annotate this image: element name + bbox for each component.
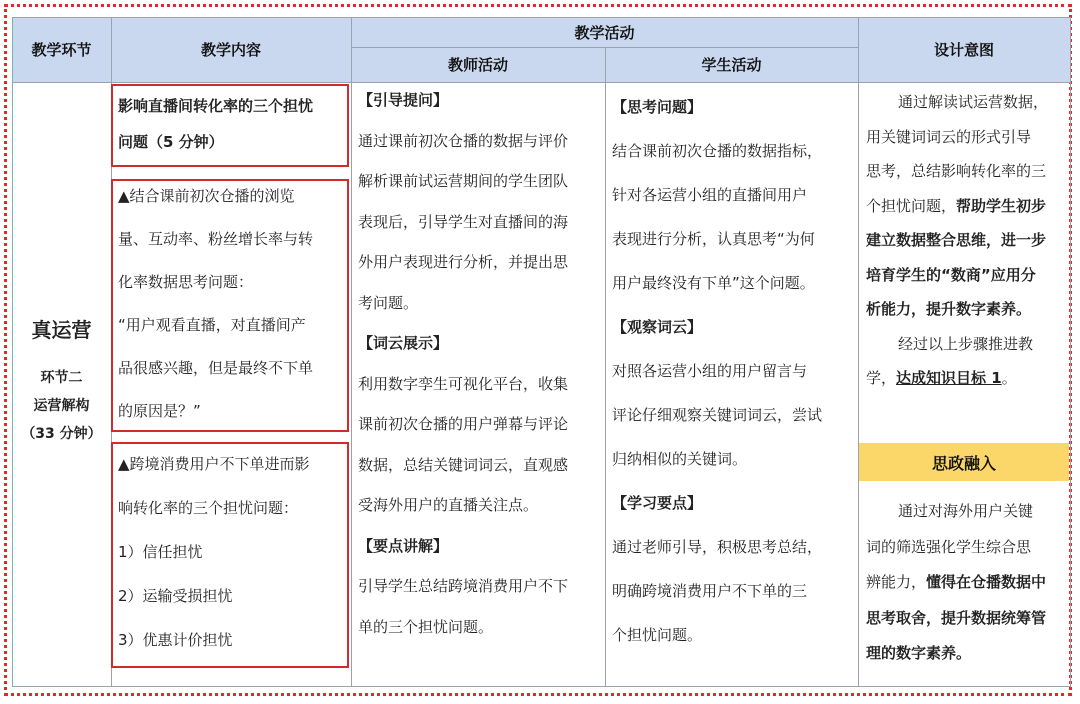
teacher-line: 考问题。 bbox=[358, 293, 419, 312]
student-line: 通过老师引导，积极思考总结， bbox=[612, 538, 823, 556]
intent-line bbox=[866, 361, 1068, 396]
content-line: 2）运输受损担忧 bbox=[118, 587, 233, 605]
stage-time: （33 分钟） bbox=[21, 426, 102, 442]
grid-line bbox=[605, 47, 606, 687]
content-line: 响转化率的三个担忧问题： bbox=[118, 499, 299, 517]
student-line: 归纳相似的关键词。 bbox=[612, 450, 748, 468]
intent-line: 用关键词词云的形式引导 bbox=[866, 127, 1032, 146]
student-line: 对照各运营小组的用户留言与 bbox=[612, 362, 808, 380]
stage-title: 真运营 bbox=[31, 318, 92, 342]
stage-cell bbox=[12, 310, 111, 448]
student-line: 评论仔细观察关键词词云，尝试 bbox=[612, 406, 823, 424]
teacher-line: 引导学生总结跨境消费用户不下 bbox=[358, 577, 569, 595]
teacher-line: 通过课前初次仓播的数据与评价 bbox=[358, 131, 569, 150]
teacher-line: 单的三个担忧问题。 bbox=[358, 617, 494, 636]
intent-line: 通过对海外用户关键 bbox=[898, 502, 1034, 520]
header-stage: 教学环节 bbox=[12, 17, 111, 82]
header-student: 学生活动 bbox=[605, 47, 858, 82]
content-line: 的原因是？” bbox=[118, 402, 201, 420]
content-line: 品很感兴趣，但是最终不下单 bbox=[118, 359, 314, 377]
stage-sub1: 环节二 bbox=[40, 370, 83, 386]
content-line: ▲跨境消费用户不下单进而影 bbox=[118, 455, 310, 473]
intent-span: 。 bbox=[1001, 369, 1017, 387]
intent-line bbox=[866, 189, 1068, 224]
student-line: 明确跨境消费用户不下单的三 bbox=[612, 582, 808, 600]
teacher-heading-wordcloud: 【词云展示】 bbox=[358, 334, 449, 352]
student-line: 表现进行分析，认真思考“为何 bbox=[612, 230, 815, 248]
content-line: 化率数据思考问题： bbox=[118, 273, 254, 291]
content-line: 1）信任担忧 bbox=[118, 543, 203, 561]
intent-span-bold: 懂得在仓播数据中 bbox=[926, 573, 1047, 591]
grid-line bbox=[12, 17, 1070, 18]
content-line: 影响直播间转化率的三个担忧 bbox=[118, 97, 314, 115]
intent-ideology-text bbox=[866, 494, 1068, 672]
intent-line: 建立数据整合思维，进一步 bbox=[866, 231, 1047, 249]
teacher-line: 解析课前试运营期间的学生团队 bbox=[358, 172, 569, 190]
student-line: 针对各运营小组的直播间用户 bbox=[612, 186, 808, 204]
intent-span: 个担忧问题， bbox=[866, 196, 957, 215]
intent-line: 思考取舍，提升数据统筹管 bbox=[866, 608, 1047, 627]
content-worries bbox=[118, 442, 350, 662]
stage-sub2: 运营解构 bbox=[33, 398, 90, 414]
teacher-line: 受海外用户的直播关注点。 bbox=[358, 496, 539, 514]
header-activity: 教学活动 bbox=[351, 17, 858, 47]
teacher-line: 数据，总结关键词词云，直观感 bbox=[358, 455, 569, 474]
intent-span-bold: 达成知识目标 1 bbox=[896, 369, 1002, 387]
content-line: 量、互动率、粉丝增长率与转 bbox=[118, 230, 314, 248]
intent-line: 通过解读试运营数据， bbox=[898, 93, 1049, 111]
content-line: ▲结合课前初次仓播的浏览 bbox=[118, 187, 295, 205]
teacher-activity bbox=[358, 80, 604, 647]
content-line: 问题（5 分钟） bbox=[118, 133, 224, 151]
intent-text bbox=[866, 85, 1068, 396]
content-line: 3）优惠计价担忧 bbox=[118, 631, 233, 649]
student-line: 用户最终没有下单”这个问题。 bbox=[612, 274, 815, 292]
intent-span: 学， bbox=[866, 369, 897, 387]
content-topic bbox=[118, 88, 348, 160]
content-question bbox=[118, 175, 350, 433]
ideology-badge: 思政融入 bbox=[859, 443, 1069, 481]
intent-line: 培育学生的“数商”应用分 bbox=[866, 265, 1036, 284]
student-heading-observe: 【观察词云】 bbox=[612, 318, 703, 336]
teacher-line: 利用数字孪生可视化平台，收集 bbox=[358, 374, 569, 393]
teacher-heading-question: 【引导提问】 bbox=[358, 91, 449, 109]
intent-line: 经过以上步骤推进教 bbox=[898, 334, 1034, 353]
intent-line bbox=[866, 565, 1068, 601]
header-teacher: 教师活动 bbox=[351, 47, 605, 82]
intent-line: 析能力，提升数字素养。 bbox=[866, 300, 1032, 318]
intent-span-bold: 帮助学生初步 bbox=[956, 196, 1047, 215]
teacher-line: 外用户表现进行分析，并提出思 bbox=[358, 253, 569, 271]
grid-line bbox=[1070, 17, 1071, 687]
content-line: “用户观看直播，对直播间产 bbox=[118, 316, 306, 334]
grid-line bbox=[351, 17, 352, 687]
header-intent: 设计意图 bbox=[858, 17, 1070, 82]
teacher-line: 表现后，引导学生对直播间的海 bbox=[358, 212, 569, 231]
student-heading-learn: 【学习要点】 bbox=[612, 494, 703, 512]
grid-line bbox=[858, 17, 859, 687]
intent-line: 理的数字素养。 bbox=[866, 644, 972, 662]
intent-line: 词的筛选强化学生综合思 bbox=[866, 537, 1032, 556]
header-content: 教学内容 bbox=[111, 17, 351, 82]
student-activity bbox=[612, 85, 858, 657]
teacher-heading-keypoints: 【要点讲解】 bbox=[358, 536, 449, 555]
intent-line: 思考，总结影响转化率的三 bbox=[866, 162, 1047, 180]
teacher-line: 课前初次仓播的用户弹幕与评论 bbox=[358, 415, 569, 433]
student-heading-think: 【思考问题】 bbox=[612, 98, 703, 116]
student-line: 结合课前初次仓播的数据指标， bbox=[612, 142, 823, 160]
grid-line bbox=[12, 686, 1070, 687]
student-line: 个担忧问题。 bbox=[612, 626, 703, 644]
intent-span: 辨能力， bbox=[866, 573, 927, 591]
